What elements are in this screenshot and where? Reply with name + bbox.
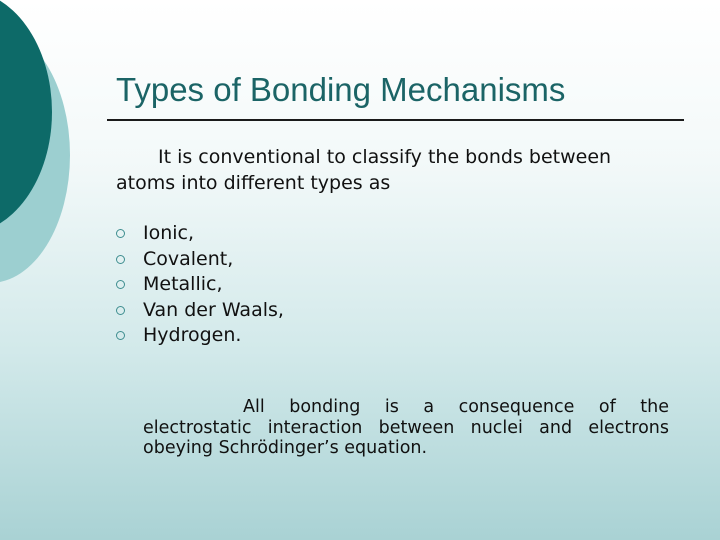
slide-title: Types of Bonding Mechanisms: [116, 71, 566, 108]
bond-type-list: [116, 221, 284, 349]
hollow-circle-bullet-icon: [116, 306, 125, 315]
list-item-label: Hydrogen.: [143, 324, 242, 346]
list-item-ionic: [116, 221, 284, 247]
corner-decoration: [0, 0, 120, 300]
hollow-circle-bullet-icon: [116, 331, 125, 340]
list-item-label: Metallic,: [143, 273, 223, 295]
intro-paragraph: It is conventional to classify the bonds between atoms into different types as: [116, 146, 612, 194]
hollow-circle-bullet-icon: [116, 280, 125, 289]
list-item-covalent: [116, 247, 284, 273]
title-divider: [107, 119, 684, 121]
hollow-circle-bullet-icon: [116, 255, 125, 264]
conclusion-paragraph: All bonding is a consequence of the electrostatic interaction between nuclei and electrons obeying Schrödinger’s equation.: [143, 397, 669, 458]
hollow-circle-bullet-icon: [116, 229, 125, 238]
list-item-label: Van der Waals,: [143, 298, 284, 321]
list-item-label: Covalent,: [143, 247, 234, 270]
list-item-metallic: [116, 272, 284, 298]
list-item-van-der-waals: [116, 298, 284, 324]
list-item-label: Ionic,: [143, 222, 195, 244]
list-item-hydrogen: [116, 323, 284, 349]
